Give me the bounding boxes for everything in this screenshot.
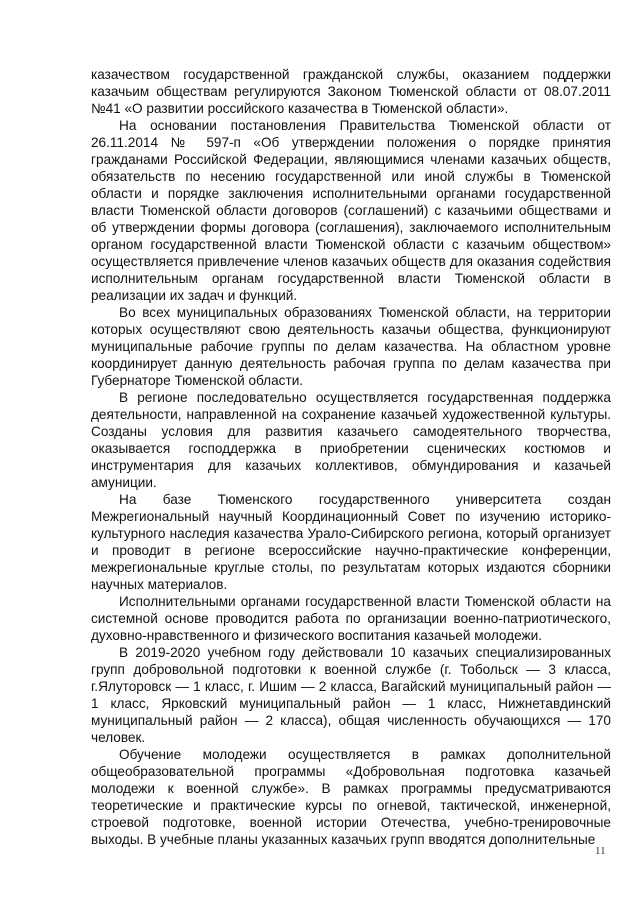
document-body xyxy=(91,66,611,848)
paragraph-coordination-council: На базе Тюменского государственного университета создан Межрегиональный научный Координационный Совет по изучению историко-культурного наследия казачества Урало-Сибирского региона, который организует и проводит в регионе всероссийские научно-практические конференции, межрегиональные круглые столы, по результатам которых издаются сборники научных материалов. xyxy=(91,492,611,592)
paragraph-culture-support: В регионе последовательно осуществляется государственная поддержка деятельности, направленной на сохранение казачьей художественной культуры. Созданы условия для развития казачьего самодеятельного творчества, оказывается господдержка в приобретении сценических костюмов и инструментария для казачьих коллективов, обмундирования и казачьей амуниции. xyxy=(91,390,611,490)
paragraph-working-groups: Во всех муниципальных образованиях Тюменской области, на территории которых осуществляют свою деятельность казачьи общества, функционируют муниципальные рабочие группы по делам казачества. На областном уровне координирует данную деятельность рабочая группа по делам казачества при Губернаторе Тюменской области. xyxy=(91,305,611,388)
paragraph-training-program: Обучение молодежи осуществляется в рамках дополнительной общеобразовательной программы «Добровольная подготовка казачьей молодежи к военной службе». В рамках программы предусматриваются теоретические и практические курсы по огневой, тактической, инженерной, строевой подготовке, военной истории Отечества, учебно-тренировочные выходы. В учебные планы указанных казачьих групп вводятся дополнительные xyxy=(91,747,611,847)
page-number: 11 xyxy=(595,845,606,857)
paragraph-government-decree: На основании постановления Правительства Тюменской области от 26.11.2014 № 597-п «Об утверждении положения о порядке принятия гражданами Российской Федерации, являющимися членами казачьих обществ, обязательств по несению государственной или иной службы в Тюменской области и порядке заключения исполнительными органами государственной власти Тюменской области договоров (соглашений) с казачьими обществами и об утверждении формы договора (соглашения), заключаемого исполнительным органом государственной власти Тюменской области с казачьим обществом» осуществляется привлечение членов казачьих обществ для оказания содействия исполнительным органам государственной власти Тюменской области в реализации их задач и функций. xyxy=(91,118,611,303)
paragraph-military-training-groups: В 2019-2020 учебном году действовали 10 казачьих специализированных групп добровольной подготовки к военной службе (г. Тобольск — 3 класса, г.Ялуторовск — 1 класс, г. Ишим — 2 класса, Вагайский муниципальный район — 1 класс, Ярковский муниципальный район — 1 класс, Нижнетавдинский муниципальный район — 2 класса), общая численность обучающихся — 170 человек. xyxy=(91,645,611,745)
paragraph-law-reference: казачеством государственной гражданской службы, оказанием поддержки казачьим обществам регулируются Законом Тюменской области от 08.07.2011 №41 «О развитии российского казачества в Тюменской области». xyxy=(91,67,611,116)
paragraph-youth-education: Исполнительными органами государственной власти Тюменской области на системной основе проводится работа по организации военно-патриотического, духовно-нравственного и физического воспитания казачьей молодежи. xyxy=(91,594,611,643)
